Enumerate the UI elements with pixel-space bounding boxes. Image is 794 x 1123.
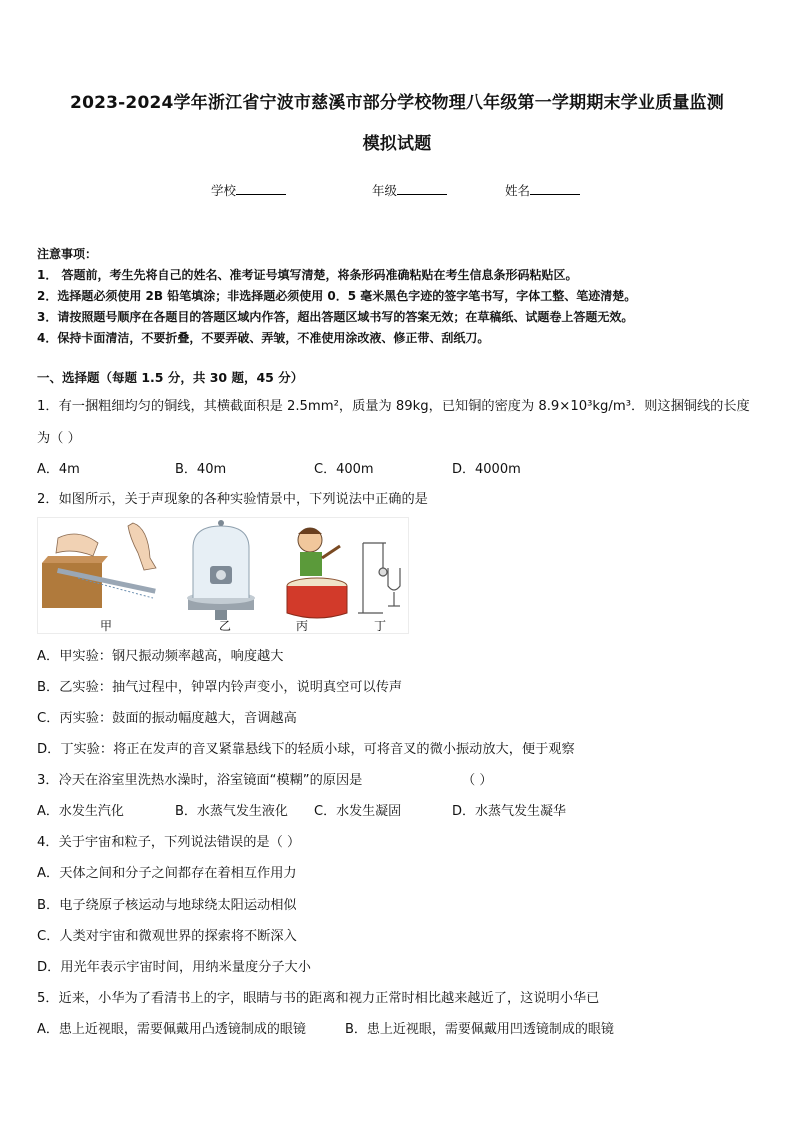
q5-stem: 5．近来，小华为了看清书上的字，眼睛与书的距离和视力正常时相比越来越近了，这说明小华已 [37,991,600,1006]
notes-item: 2．选择题必须使用 2B 铅笔填涂；非选择题必须使用 0．5 毫米黑色字迹的签字笔书写，字体工整、笔迹清楚。 [37,289,637,303]
q3-stem: 3．冷天在浴室里洗热水澡时，浴室镜面“模糊”的原因是 [37,773,363,788]
q4-option-d: D．用光年表示宇宙时间，用纳米量度分子大小 [37,960,311,975]
grade-field [372,181,447,199]
name-blank [530,182,580,195]
q2-stem: 2．如图所示，关于声现象的各种实验情景中，下列说法中正确的是 [37,492,428,507]
q1-option-c: C．400m [314,462,374,477]
q3-option-d: D．水蒸气发生凝华 [452,804,567,819]
q3-option-a: A．水发生汽化 [37,804,124,819]
bell-jar-drawing [187,520,255,620]
notes-item: 3．请按照题号顺序在各题目的答题区域内作答，超出答题区域书写的答案无效；在草稿纸、试题卷上答题无效。 [37,310,634,324]
q4-stem: 4．关于宇宙和粒子，下列说法错误的是（ ） [37,835,301,850]
notes-header: 注意事项： [37,247,98,261]
name-label: 姓名 [505,183,531,198]
q1-option-a: A．4m [37,462,80,477]
notes-item: 1． 答题前，考生先将自己的姓名、准考证号填写清楚，将条形码准确粘贴在考生信息条形码粘贴区。 [37,268,578,282]
q1-option-b: B．40m [175,462,227,477]
q5-option-a: A．患上近视眼，需要佩戴用凸透镜制成的眼镜 [37,1022,306,1037]
q4-option-a: A．天体之间和分子之间都存在着相互作用力 [37,866,297,881]
notes-block [37,244,636,349]
q1-stem-line1: 1．有一捆粗细均匀的铜线，其横截面积是 2.5mm²，质量为 89kg，已知铜的密度为 8.9×10³kg/m³．则这捆铜线的长度 [37,399,750,414]
q3-option-b: B．水蒸气发生液化 [175,804,288,819]
ruler-experiment-drawing [42,523,156,608]
q5-option-b: B．患上近视眼，需要佩戴用凹透镜制成的眼镜 [345,1022,614,1037]
q4-option-b: B．电子绕原子核运动与地球绕太阳运动相似 [37,898,297,913]
tuning-fork-drawing [358,543,400,613]
grade-blank [397,182,447,195]
sound-experiments-illustration [38,518,408,633]
q2-option-d: D．丁实验：将正在发声的音叉紧靠悬线下的轻质小球，可将音叉的微小振动放大，便于观察 [37,742,575,757]
name-field [505,181,580,199]
school-label: 学校 [211,183,237,198]
figure-label-yi: 乙 [219,619,232,633]
q2-option-c: C．丙实验：鼓面的振动幅度越大，音调越高 [37,711,297,726]
notes-item: 4．保持卡面清洁，不要折叠，不要弄破、弄皱，不准使用涂改液、修正带、刮纸刀。 [37,331,490,345]
q1-option-d: D．4000m [452,462,521,477]
school-blank [236,182,286,195]
q3-answer-bracket: （ ） [462,773,493,788]
q2-option-a: A．甲实验：钢尺振动频率越高，响度越大 [37,649,284,664]
figure-label-bing: 丙 [296,619,309,633]
q1-stem-line2: 为（ ） [37,431,81,446]
q2-option-b: B．乙实验：抽气过程中，钟罩内铃声变小，说明真空可以传声 [37,680,403,695]
school-field [211,181,286,199]
q4-option-c: C．人类对宇宙和微观世界的探索将不断深入 [37,929,297,944]
section-heading: 一、选择题（每题 1.5 分，共 30 题，45 分） [37,370,304,385]
drum-experiment-drawing [287,528,347,618]
exam-title-line1: 2023-2024学年浙江省宁波市慈溪市部分学校物理八年级第一学期期末学业质量监测 [70,93,724,113]
figure-label-jia: 甲 [100,619,113,633]
grade-label: 年级 [372,183,398,198]
q3-option-c: C．水发生凝固 [314,804,402,819]
figure-label-ding: 丁 [374,619,387,633]
exam-title-line2: 模拟试题 [362,134,432,154]
